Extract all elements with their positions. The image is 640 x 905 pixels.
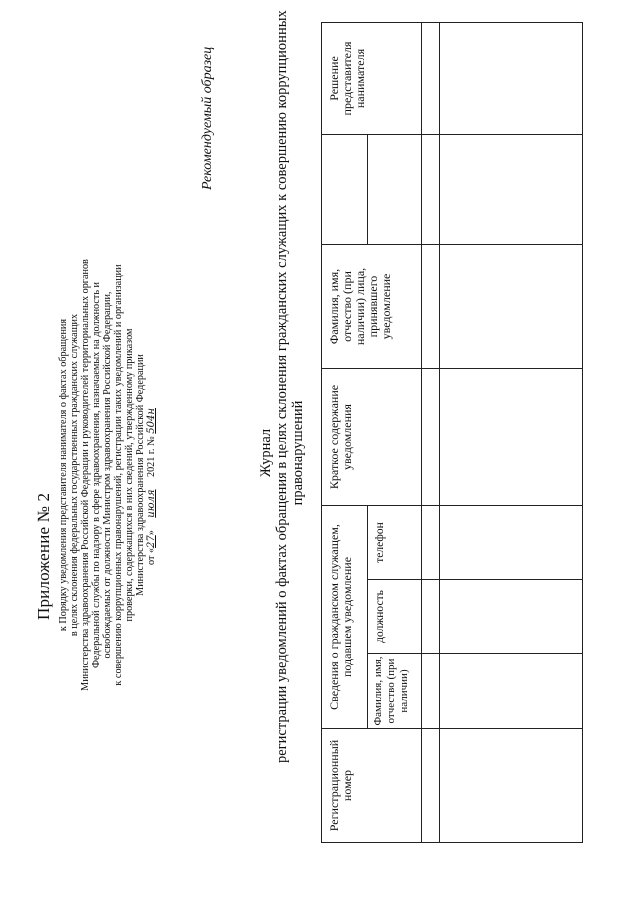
table-cell [440, 654, 583, 729]
table-cell [422, 729, 440, 843]
table-cell [440, 23, 583, 135]
appendix-line-5: освобождаемых от должности Министром здравоохранения Российской Федерации, [102, 291, 113, 659]
header-position: должность [368, 580, 422, 654]
journal-subtitle-line-1: регистрации уведомлений о фактах обращения в целях склонения гражданских служащих к совершению коррупционных [274, 10, 290, 763]
header-info-group: Сведения о гражданском служащем, подавшем уведомление [322, 506, 368, 729]
header-summary: Краткое содержание уведомления [322, 369, 422, 506]
appendix-line-4: Федеральной службы по надзору в сфере здравоохранения, назначаемых на должность и [91, 281, 102, 669]
table-cell [422, 23, 440, 135]
header-decision: Решение представителя нанимателя [322, 23, 422, 135]
appendix-line-2: в целях склонения федеральных государственных гражданских служащих [69, 313, 80, 637]
table-cell [440, 580, 583, 654]
header-accepting-person: Фамилия, имя, отчество (при наличии) лица, принявшего уведомление [322, 245, 422, 369]
table-cell [422, 245, 440, 369]
approval-date: от «27» июля 2021 г. № 504н [146, 408, 157, 565]
table-cell [440, 245, 583, 369]
table-cell [440, 369, 583, 506]
journal-subtitle-line-2: правонарушений [290, 400, 306, 506]
appendix-line-7: проверки, содержащихся в них сведений, утвержденному приказом [124, 328, 135, 622]
journal-title: Журнал [258, 428, 274, 478]
header-fio: Фамилия, имя, отчество (при наличии) [368, 654, 422, 729]
table-cell [440, 506, 583, 580]
appendix-line-8: Министерства здравоохранения Российской Федерации [135, 354, 146, 596]
appendix-line-3: Министерства здравоохранения Российской Федерации и руководителей территориальных органов [80, 259, 91, 691]
appendix-line-1: к Порядку уведомления представителя нанимателя о фактах обращения [58, 318, 69, 632]
table-cell [440, 135, 583, 245]
date-number-handwritten: 504н [146, 408, 157, 434]
table-cell [422, 135, 440, 245]
date-day-handwritten: 27 [146, 535, 157, 548]
appendix-title: Приложение № 2 [34, 492, 53, 620]
journal-table [321, 22, 583, 843]
table-cell [440, 729, 583, 843]
table-cell [422, 580, 440, 654]
table-cell [422, 654, 440, 729]
table-cell [422, 369, 440, 506]
header-phone: телефон [368, 506, 422, 580]
recommended-sample-label: Рекомендуемый образец [200, 46, 215, 190]
header-reg-number: Регистрационный номер [322, 729, 422, 843]
appendix-line-6: к совершению коррупционных правонарушений, регистрации таких уведомлений и организации [113, 264, 124, 686]
table-cell [422, 506, 440, 580]
date-month-handwritten: июля [146, 489, 157, 518]
header-empty-2 [368, 135, 422, 245]
header-empty [322, 135, 368, 245]
